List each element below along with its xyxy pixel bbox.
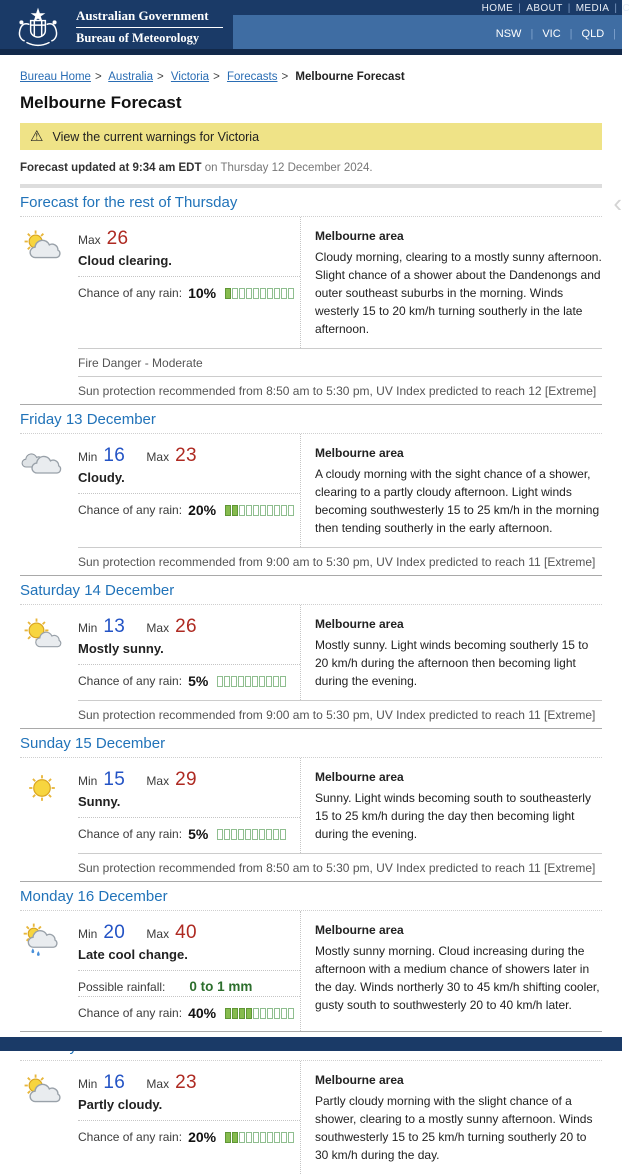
area-forecast-text: Mostly sunny. Light winds becoming southerly 15 to 20 km/h during the afternoon then becoming light during the evening.: [315, 638, 589, 688]
day-columns: [20, 1061, 602, 1174]
warnings-banner-text: View the current warnings for Victoria: [52, 129, 260, 144]
rain-bar-segment: [225, 288, 231, 299]
area-forecast-text: Sunny. Light winds becoming south to southeasterly 15 to 25 km/h during the day then becoming light during the evening.: [315, 791, 591, 841]
max-label: Max: [146, 450, 170, 464]
min-temp-value: 13: [103, 616, 126, 637]
day-summary-text: Partly cloudy.: [78, 1097, 163, 1112]
rain-bar-segment: [281, 1132, 287, 1143]
area-forecast-column: [300, 434, 602, 547]
rain-bar-segment: [238, 829, 244, 840]
cloudy-icon: [20, 444, 70, 520]
rain-bar-segment: [266, 676, 272, 687]
max-temp-group: [146, 769, 197, 790]
min-label: Min: [78, 774, 98, 788]
nav-separator: |: [530, 28, 534, 40]
forecast-section: [20, 184, 602, 404]
rain-bar-segment: [267, 288, 273, 299]
rain-bar-segment: [232, 505, 238, 516]
scroll-left-chevron-icon[interactable]: ‹: [613, 188, 622, 218]
rain-bar-segment: [259, 676, 265, 687]
rain-bar-segment: [252, 829, 258, 840]
rain-bar-segment: [252, 676, 258, 687]
min-label: Min: [78, 927, 98, 941]
min-label: Min: [78, 1077, 98, 1091]
max-temp-group: [146, 616, 197, 637]
footer-bar: [0, 1037, 622, 1051]
rain-bar-segment: [280, 829, 286, 840]
state-nav-vic[interactable]: VIC: [542, 28, 561, 40]
rain-bar-segment: [239, 288, 245, 299]
day-summary-column: [20, 911, 300, 1031]
logo-text: [76, 8, 223, 46]
rain-chance-row: [78, 996, 300, 1023]
rain-chance-label: Chance of any rain:: [78, 286, 183, 300]
rain-chance-label: Chance of any rain:: [78, 503, 183, 517]
day-summary-text: Cloudy.: [78, 470, 125, 485]
max-temp-value: 23: [175, 445, 197, 466]
area-title: Melbourne area: [315, 229, 404, 243]
rain-chance-label: Chance of any rain:: [78, 1130, 183, 1144]
breadcrumb-bureau-home[interactable]: Bureau Home: [20, 71, 91, 83]
day-columns: [20, 911, 602, 1031]
rain-bar-segment: [217, 829, 223, 840]
min-temp-group: [78, 922, 146, 943]
rain-bar-segment: [274, 288, 280, 299]
rain-bar-segment: [260, 1008, 266, 1019]
day-summary-column: [20, 758, 300, 853]
rain-bar-segment: [238, 676, 244, 687]
min-temp-group: [78, 445, 146, 466]
nav-separator: |: [613, 28, 616, 40]
max-temp-value: 26: [106, 228, 129, 249]
breadcrumb-victoria[interactable]: Victoria: [170, 71, 210, 83]
forecast-section: [20, 728, 602, 881]
area-forecast-column: [300, 605, 602, 700]
rain-bar-segment: [281, 1008, 287, 1019]
sun-protection-row: Sun protection recommended from 8:50 am to 5:30 pm, UV Index predicted to reach 11 [Extreme]: [78, 853, 602, 881]
day-details: [70, 615, 300, 691]
rain-bar-segment: [260, 288, 266, 299]
rain-bar-segment: [239, 1008, 245, 1019]
area-forecast-text: A cloudy morning with the sight chance of a shower, clearing to a partly cloudy afternoon. Light winds becoming southwesterly 15 to 25 km/h in the morning then tending southerly in the early afternoon.: [315, 467, 600, 535]
day-columns: [20, 217, 602, 348]
forecast-section: [20, 404, 602, 575]
possible-rainfall-value: 0 to 1 mm: [189, 979, 253, 994]
rain-bar-segment: [245, 829, 251, 840]
rain-chance-row: [78, 664, 300, 691]
rain-bar-segment: [266, 829, 272, 840]
fire-danger-row: Fire Danger - Moderate: [78, 348, 602, 376]
day-summary-column: [20, 605, 300, 700]
rain-bar-segment: [274, 1008, 280, 1019]
day-heading: Friday 13 December: [20, 404, 602, 434]
day-details: [70, 921, 300, 1023]
temperature-row: [78, 445, 300, 467]
bom-logo[interactable]: [10, 4, 223, 50]
rain-chance-percent: 5%: [188, 673, 209, 689]
nav-separator: |: [567, 3, 571, 14]
max-temp-value: 23: [175, 1072, 197, 1093]
rain-bar: [225, 288, 295, 299]
rain-chance-row: [78, 1120, 300, 1147]
gov-title: Australian Government: [76, 8, 223, 28]
min-temp-group: [78, 769, 146, 790]
breadcrumb-separator: >: [94, 71, 102, 83]
state-nav: [487, 28, 616, 40]
rain-bar-segment: [273, 676, 279, 687]
possible-rainfall-label: Possible rainfall:: [78, 979, 166, 994]
day-details: [70, 768, 300, 844]
partly-cloudy-icon: [20, 1071, 70, 1147]
rain-bar-segment: [267, 1008, 273, 1019]
sunny-icon: [20, 768, 70, 844]
temperature-row: [78, 769, 300, 791]
rain-bar-segment: [232, 1008, 238, 1019]
day-heading: Forecast for the rest of Thursday: [20, 184, 602, 217]
rain-bar-segment: [246, 288, 252, 299]
top-nav-about[interactable]: ABOUT: [526, 3, 563, 14]
rain-bar-segment: [288, 1008, 294, 1019]
day-summary-column: [20, 434, 300, 547]
nav-separator: |: [614, 3, 618, 14]
rain-chance-row: [78, 276, 300, 303]
rain-bar-segment: [253, 1008, 259, 1019]
temperature-row: [78, 1072, 300, 1094]
rain-chance-percent: 40%: [188, 1005, 217, 1021]
breadcrumb-current: Melbourne Forecast: [295, 71, 405, 83]
min-label: Min: [78, 450, 98, 464]
day-details: [70, 1071, 300, 1147]
area-title: Melbourne area: [315, 446, 404, 460]
day-summary-text: Late cool change.: [78, 947, 188, 962]
max-temp-value: 29: [175, 769, 197, 790]
min-label: Min: [78, 621, 98, 635]
min-temp-value: 16: [103, 1072, 126, 1093]
day-details: [70, 227, 300, 303]
area-forecast-column: [300, 911, 602, 1031]
rain-chance-row: [78, 493, 300, 520]
day-heading: Saturday 14 December: [20, 575, 602, 605]
shower-icon: [20, 921, 70, 1023]
rain-chance-percent: 10%: [188, 285, 217, 301]
max-label: Max: [146, 927, 170, 941]
day-details: [70, 444, 300, 520]
max-label: Max: [146, 1077, 170, 1091]
forecast-updated-line: [20, 150, 602, 184]
rain-bar-segment: [239, 505, 245, 516]
rain-bar-segment: [253, 288, 259, 299]
day-summary-column: [20, 217, 300, 348]
forecast-updated-time: Forecast updated at 9:34 am EDT: [20, 162, 202, 174]
forecast-section: [20, 575, 602, 728]
breadcrumb-separator: >: [213, 71, 220, 83]
forecast-section: [20, 1031, 602, 1174]
warning-triangle-icon: ⚠: [30, 128, 44, 145]
breadcrumb-forecasts[interactable]: Forecasts: [226, 71, 278, 83]
rain-chance-percent: 20%: [188, 502, 217, 518]
bureau-title: Bureau of Meteorology: [76, 31, 200, 45]
rain-bar: [225, 505, 295, 516]
day-summary-column: [20, 1061, 300, 1174]
nav-separator: |: [569, 28, 573, 40]
rain-bar-segment: [246, 1008, 252, 1019]
top-nav-media[interactable]: MEDIA: [575, 3, 610, 14]
rain-bar-segment: [231, 829, 237, 840]
rain-bar-segment: [273, 829, 279, 840]
rain-bar-segment: [225, 1132, 231, 1143]
rain-bar: [225, 1008, 295, 1019]
max-temp-value: 40: [175, 922, 197, 943]
rain-bar-segment: [267, 505, 273, 516]
top-nav-home[interactable]: HOME: [481, 3, 514, 14]
main-content: [0, 55, 622, 1174]
max-temp-value: 26: [175, 616, 197, 637]
partly-cloudy-icon: [20, 227, 70, 303]
possible-rainfall-row: [78, 970, 300, 996]
area-title: Melbourne area: [315, 1073, 404, 1087]
day-heading: Monday 16 December: [20, 881, 602, 911]
min-temp-value: 16: [103, 445, 126, 466]
rain-bar-segment: [246, 505, 252, 516]
rain-chance-label: Chance of any rain:: [78, 1006, 183, 1020]
temperature-row: [78, 228, 300, 250]
rain-bar-segment: [259, 829, 265, 840]
max-temp-group: [146, 1072, 197, 1093]
page-title: Melbourne Forecast: [20, 93, 182, 112]
day-columns: [20, 758, 602, 853]
rain-bar: [217, 676, 287, 687]
rain-bar-segment: [281, 288, 287, 299]
rain-bar-segment: [224, 829, 230, 840]
rain-bar-segment: [245, 676, 251, 687]
min-temp-value: 20: [103, 922, 126, 943]
rain-chance-percent: 5%: [188, 826, 209, 842]
rain-chance-row: [78, 817, 300, 844]
top-nav: [482, 3, 630, 14]
max-label: Max: [146, 621, 170, 635]
rain-bar-segment: [239, 1132, 245, 1143]
day-summary-text: Mostly sunny.: [78, 641, 164, 656]
breadcrumb-australia[interactable]: Australia: [108, 71, 153, 83]
rain-bar-segment: [260, 505, 266, 516]
rain-chance-label: Chance of any rain:: [78, 827, 183, 841]
rain-bar: [225, 1132, 295, 1143]
max-temp-group: [146, 445, 197, 466]
rain-bar-segment: [232, 288, 238, 299]
rain-bar-segment: [288, 1132, 294, 1143]
day-heading: Sunday 15 December: [20, 728, 602, 758]
area-forecast-text: Partly cloudy morning with the slight chance of a shower, clearing to a mostly sunny afternoon. Winds southwesterly 15 to 25 km/h turning southerly 20 to 30 km/h during the day.: [315, 1094, 593, 1162]
max-temp-group: [78, 228, 129, 249]
coat-of-arms-icon: [10, 4, 66, 50]
rain-bar-segment: [253, 505, 259, 516]
sun-protection-row: Sun protection recommended from 9:00 am to 5:30 pm, UV Index predicted to reach 11 [Extreme]: [78, 547, 602, 575]
min-temp-group: [78, 616, 146, 637]
rain-bar-segment: [280, 676, 286, 687]
day-summary-text: Cloud clearing.: [78, 253, 172, 268]
forecast-list: [20, 184, 602, 1174]
sun-protection-row: Sun protection recommended from 9:00 am to 5:30 pm, UV Index predicted to reach 11 [Extreme]: [78, 700, 602, 728]
forecast-section: [20, 881, 602, 1031]
min-temp-value: 15: [103, 769, 126, 790]
min-temp-group: [78, 1072, 146, 1093]
rain-bar-segment: [231, 676, 237, 687]
mostly-sunny-icon: [20, 615, 70, 691]
area-title: Melbourne area: [315, 770, 404, 784]
breadcrumb: [20, 55, 602, 91]
sun-protection-row: Sun protection recommended from 8:50 am to 5:30 pm, UV Index predicted to reach 12 [Extreme]: [78, 376, 602, 404]
rain-bar-segment: [225, 1008, 231, 1019]
area-title: Melbourne area: [315, 923, 404, 937]
rain-bar-segment: [288, 288, 294, 299]
max-label: Max: [78, 233, 101, 247]
site-header: [0, 0, 630, 55]
rain-bar-segment: [253, 1132, 259, 1143]
max-label: Max: [146, 774, 170, 788]
rain-bar-segment: [224, 676, 230, 687]
rain-bar-segment: [281, 505, 287, 516]
rain-bar-segment: [246, 1132, 252, 1143]
area-forecast-column: [300, 1061, 602, 1174]
rain-bar-segment: [267, 1132, 273, 1143]
top-nav-contact-partial[interactable]: C: [622, 3, 630, 14]
rain-bar-segment: [288, 505, 294, 516]
rain-chance-percent: 20%: [188, 1129, 217, 1145]
max-temp-group: [146, 922, 197, 943]
temperature-row: [78, 616, 300, 638]
rain-bar-segment: [225, 505, 231, 516]
area-forecast-column: [300, 758, 602, 853]
area-forecast-text: Mostly sunny morning. Cloud increasing during the afternoon with a medium chance of showers later in the day. Winds northerly 30 to 45 km/h shifting cooler, gusty south to southwesterly 20 to 40 km/h later.: [315, 944, 600, 1012]
state-nav-nsw[interactable]: NSW: [495, 28, 522, 40]
state-nav-qld[interactable]: QLD: [581, 28, 605, 40]
forecast-updated-date: on Thursday 12 December 2024.: [201, 162, 373, 174]
temperature-row: [78, 922, 300, 944]
rain-chance-label: Chance of any rain:: [78, 674, 183, 688]
day-summary-text: Sunny.: [78, 794, 121, 809]
day-columns: [20, 434, 602, 547]
rain-bar-segment: [274, 1132, 280, 1143]
nav-separator: |: [518, 3, 522, 14]
day-columns: [20, 605, 602, 700]
area-title: Melbourne area: [315, 617, 404, 631]
rain-bar: [217, 829, 287, 840]
rain-bar-segment: [232, 1132, 238, 1143]
rain-bar-segment: [274, 505, 280, 516]
area-forecast-text: Cloudy morning, clearing to a mostly sunny afternoon. Slight chance of a shower about the Dandenongs and outer southeast suburbs in the morning. Winds westerly 15 to 20 km/h turning southerly in the late afternoon.: [315, 250, 602, 336]
rain-bar-segment: [260, 1132, 266, 1143]
rain-bar-segment: [217, 676, 223, 687]
warnings-banner[interactable]: [20, 123, 602, 150]
area-forecast-column: [300, 217, 602, 348]
breadcrumb-separator: >: [157, 71, 164, 83]
breadcrumb-separator: >: [281, 71, 289, 83]
